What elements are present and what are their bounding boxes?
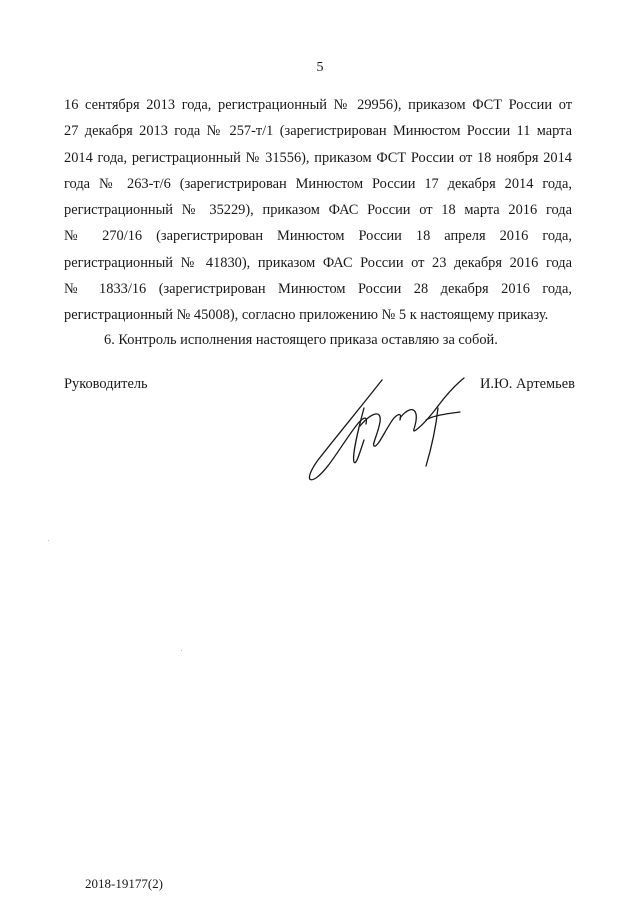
page-number: 5 bbox=[316, 60, 324, 75]
signer-title: Руководитель bbox=[64, 376, 148, 392]
text-line: 16 сентября 2013 года, регистрационный № 29956), приказом ФСТ России от bbox=[64, 97, 572, 113]
handwritten-signature bbox=[298, 374, 466, 486]
body-paragraph bbox=[64, 92, 572, 329]
document-code: 2018-19177(2) bbox=[85, 876, 163, 891]
text-line: регистрационный № 41830), приказом ФАС России от 23 декабря 2016 года bbox=[64, 254, 572, 271]
text-line: регистрационный № 45008), согласно приложению № 5 к настоящему приказу. bbox=[64, 307, 549, 324]
text-line: 27 декабря 2013 года № 257-т/1 (зарегистрирован Минюстом России 11 марта bbox=[64, 123, 572, 140]
paragraph-6: 6. Контроль исполнения настоящего приказа оставляю за собой. bbox=[104, 332, 498, 348]
scan-artifact bbox=[181, 650, 182, 651]
text-line: № 1833/16 (зарегистрирован Минюстом России 28 декабря 2016 года, bbox=[64, 281, 572, 298]
text-line: № 270/16 (зарегистрирован Минюстом России 18 апреля 2016 года, bbox=[64, 228, 572, 245]
text-line: 2014 года, регистрационный № 31556), приказом ФСТ России от 18 ноября 2014 bbox=[64, 149, 572, 166]
scan-artifact bbox=[48, 540, 49, 541]
signer-name: И.Ю. Артемьев bbox=[480, 376, 575, 392]
text-line: регистрационный № 35229), приказом ФАС России от 18 марта 2016 года bbox=[64, 202, 572, 219]
text-line: года № 263-т/6 (зарегистрирован Минюстом России 17 декабря 2014 года, bbox=[64, 175, 572, 192]
